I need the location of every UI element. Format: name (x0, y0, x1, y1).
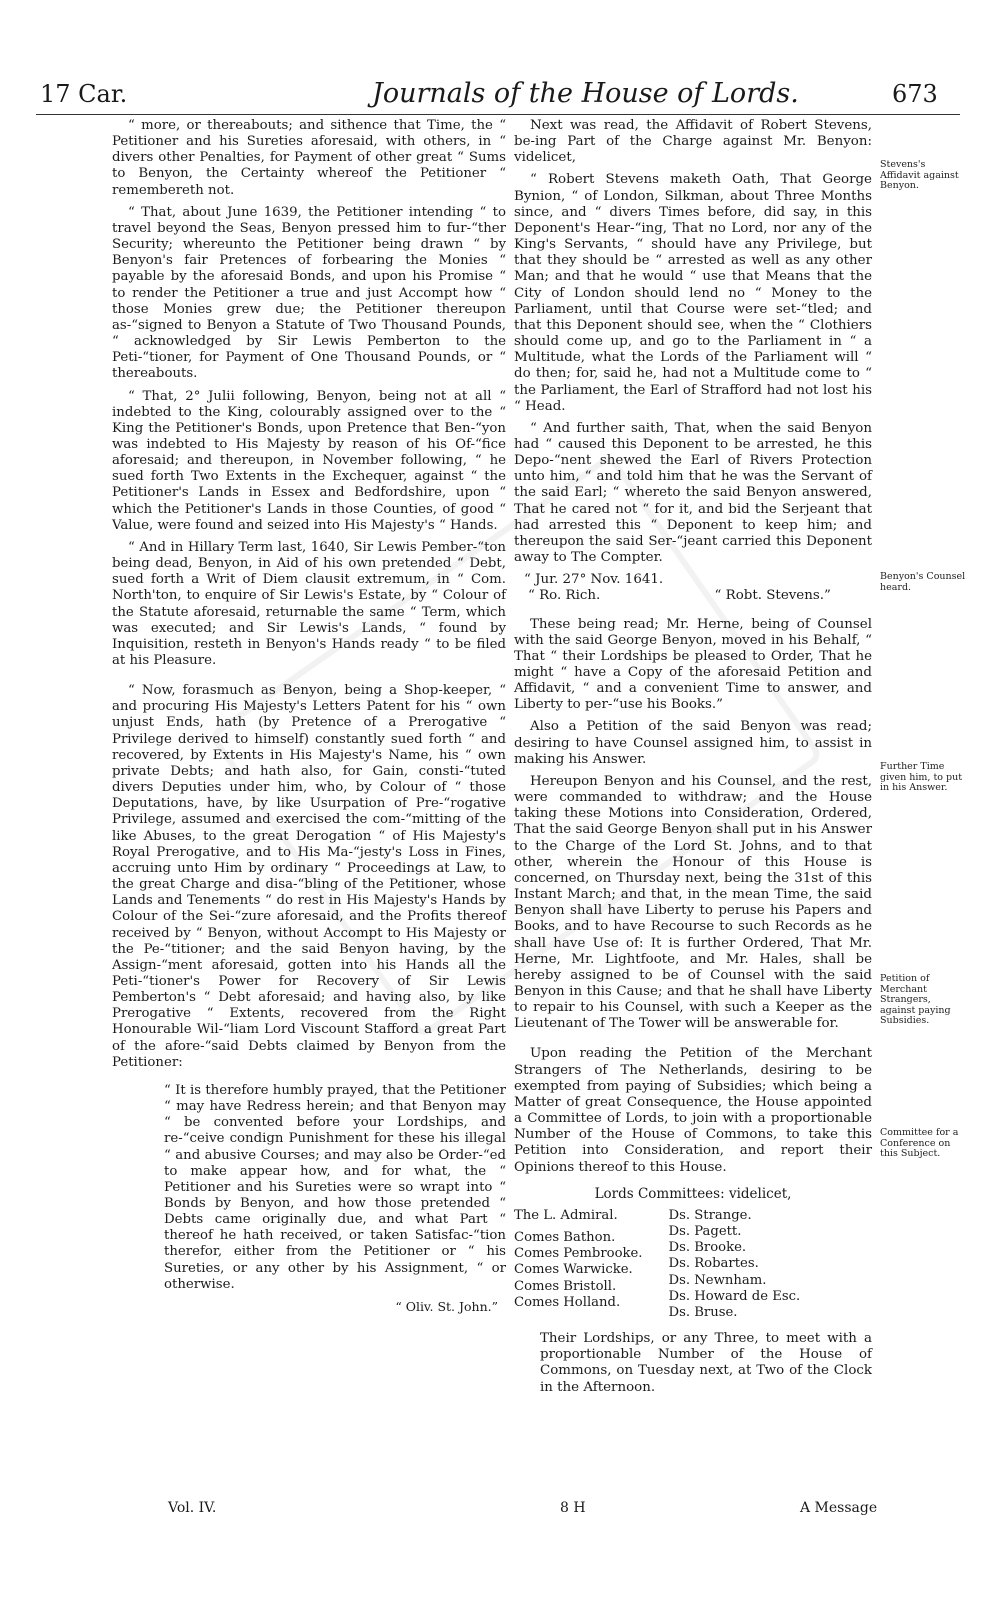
benyon-petition-paragraph: Also a Petition of the said Benyon was read; desiring to have Counsel assigned him, to assist in making his Answer. (514, 719, 872, 767)
committee-list (514, 1208, 872, 1321)
margin-note-counsel: Benyon's Counsel heard. (880, 571, 966, 593)
header-regnal-year: 17 Car. (40, 80, 128, 108)
affidavit-intro: Next was read, the Affidavit of Robert Stevens, be-ing Part of the Charge against Mr. Benyon: videlicet, (514, 118, 872, 166)
margin-note-affidavit: Stevens's Affidavit against Benyon. (880, 159, 959, 192)
affidavit-dating (514, 572, 872, 604)
committee-member: Ds. Howard de Esc. (668, 1288, 801, 1304)
affidavit-paragraph: “ And further saith, That, when the said Benyon had “ caused this Deponent to be arrested, he this Depo-“nent shewed the Earl of Rivers Protection unto him, “ and told him that he was the Servant of the said Earl; “ whereto the said Benyon answered, That he cared not “ for it, and bid the Serjeant that had arrested this “ Deponent to keep him; and thereupon the said Ser-“jeant carried this Deponent away to The Compter. (514, 420, 872, 566)
committee-member: Comes Warwicke. (514, 1262, 633, 1278)
left-column (112, 118, 506, 1321)
jurat-date: “ Jur. 27° Nov. 1641. (524, 572, 664, 588)
deponent-signature: “ Robt. Stevens.” (714, 588, 831, 604)
margin-note-petition: Petition of Merchant Strangers, against paying Subsidies. (880, 973, 951, 1027)
petition-paragraph: “ Now, forasmuch as Benyon, being a Shop-keeper, “ and procuring His Majesty's Letters Patent for his “ own unjust Ends, hath (by Pretence of a Prerogative “ Privilege derived to himself) constantly sued forth “ and recovered, by Extents in His Majesty's Name, his “ own private Debts; and hath also, for Gain, consti-“tuted divers Deputies under him, who, by Colour of “ those Deputations, have, by like Usurpation of Pre-“rogative Privilege, assumed and exercised the com-“mitting of the like Abuses, to the great Derogation “ of His Majesty's Royal Prerogative, and to His Ma-“jesty's Loss in Fines, accruing unto Him by ordinary “ Proceedings at Law, to the great Charge and disa-“bling of the Petitioner, whose Lands and Tenements “ do rest in His Majesty's Hands by Colour of the Sei-“zure aforesaid, and the Profits thereof received by “ Benyon, without Accompt to His Majesty or the Pe-“titioner; and the said Benyon having, by the Assign-“ment aforesaid, gotten into his Hands all the Peti-“tioner's Power for Recovery of Sir Lewis Pemberton's “ Debt aforesaid; and having also, by like Prerogative “ Extents, recovered from the Right Honourable Wil-“liam Lord Viscount Stafford a great Part of the afore-“said Debts claimed by Benyon from the Petitioner: (112, 683, 506, 1070)
committee-member: The L. Admiral. (514, 1207, 618, 1223)
counsel-paragraph: These being read; Mr. Herne, being of Counsel with the said George Benyon, moved in his Behalf, “ That “ their Lordships be pleased to Order, That he might “ have a Copy of the aforesaid Petition and Affidavit, “ and a convenient Time to answer, and Liberty to per-“use his Books.” (514, 616, 872, 713)
footer-signature-mark: 8 H (560, 1500, 586, 1516)
order-paragraph: Hereupon Benyon and his Counsel, and the rest, were commanded to withdraw; and the House taking these Motions into Consideration, Ordered, That the said George Benyon shall put in his Answer to the Charge of the Lord St. Johns, and to that other, wherein the Honour of this House is concerned, on Thursday next, being the 31st of this Instant March; and that, in the mean Time, the said Benyon shall have Liberty to peruse his Papers and Books, and to have Recourse to such Records as he shall have Use of: It is further Ordered, That Mr. Herne, Mr. Lightfoote, and Mr. Hales, shall be hereby assigned to be of Counsel with the said Benyon in this Cause; and that he shall have Liberty to repair to his Counsel, with such a Keeper as the Lieutenant of The Tower will be answerable for. (514, 773, 872, 1032)
committee-member: Comes Holland. (514, 1294, 621, 1310)
petition-paragraph: “ more, or thereabouts; and sithence that Time, the “ Petitioner and his Sureties aforesaid, with others, in “ divers other Penalties, for Payment of other great “ Sums to Benyon, the Certainty whereof the Petitioner “ remembereth not. (112, 118, 506, 198)
petition-paragraph: “ That, about June 1639, the Petitioner intending “ to travel beyond the Seas, Benyon pressed him to fur-“ther Security; whereunto the Petitioner being drawn “ by Benyon's fair Pretences of forbearing the Monies “ payable by the aforesaid Bonds, and upon his Promise “ to render the Petitioner a true and just Accompt how “ those Monies grew due; the Petitioner thereupon as-“signed to Benyon a Statute of Two Thousand Pounds, “ acknowledged by Sir Lewis Pemberton to the Peti-“tioner, for Payment of One Thousand Pounds, or “ thereabouts. (112, 204, 506, 382)
meeting-paragraph: Their Lordships, or any Three, to meet with a proportionable Number of the House of Commons, on Tuesday next, at Two of the Clock in the Afternoon. (540, 1331, 872, 1395)
margin-note-committee: Committee for a Conference on this Subject. (880, 1127, 959, 1160)
committee-member: Ds. Bruse. (668, 1304, 738, 1320)
header-rule (36, 114, 960, 115)
petition-signature: “ Oliv. St. John.” (395, 1298, 498, 1314)
committee-member: Comes Pembrooke. (514, 1246, 643, 1262)
committee-list-earls (514, 1208, 643, 1321)
affidavit-paragraph: “ Robert Stevens maketh Oath, That George Bynion, “ of London, Silkman, about Three Months since, and “ divers Times before, did say, in this Deponent's Hear-“ing, That no Lord, nor any of the King's Servants, “ should have any Privilege, but that they should be “ arrested as well as any other Man; and that he would “ use that Means that the City of London should lend no “ Money to the Parliament, until that Course were set-“tled; and that this Deponent should see, when the “ Clothiers should come up, and go to the Parliament in “ a Multitude, what the Lords of the Parliament will “ do then; for, said he, had not a Multitude come to “ the Parliament, the Earl of Strafford had not lost his “ Head. (514, 172, 872, 414)
committee-member: Comes Bristoll. (514, 1278, 617, 1294)
jurat-officer: “ Ro. Rich. (528, 588, 601, 604)
committee-heading: Lords Committees: videlicet, (594, 1185, 792, 1202)
merchant-strangers-paragraph: Upon reading the Petition of the Merchant Strangers of The Netherlands, desiring to be exempted from paying of Subsidies; which being a Matter of great Consequence, the House appointed a Committee of Lords, to join with a proportionable Number of the House of Commons, to take this Petition into Consideration, and report their Opinions thereof to this House. (514, 1046, 872, 1175)
header-title: Journals of the House of Lords. (372, 78, 799, 109)
committee-member: Comes Bathon. (514, 1229, 616, 1245)
committee-member: Ds. Brooke. (668, 1240, 747, 1256)
committee-member: Ds. Strange. (668, 1207, 752, 1223)
footer-catchword: A Message (800, 1500, 878, 1516)
committee-member: Ds. Pagett. (668, 1223, 742, 1239)
petition-paragraph: “ That, 2° Julii following, Benyon, being not at all “ indebted to the King, colourably assigned over to the “ King the Petitioner's Bonds, upon Pretence that Ben-“yon was indebted to His Majesty by reason of his Of-“fice aforesaid; and thereupon, in November following, “ he sued forth Two Extents in the Exchequer, against “ the Petitioner's Lands in Essex and Bedfordshire, upon “ which the Petitioner's Lands in those Counties, of good “ Value, were found and seized into His Majesty's “ Hands. (112, 388, 506, 533)
right-column (514, 118, 872, 1396)
committee-member: Ds. Robartes. (668, 1256, 759, 1272)
footer-volume: Vol. IV. (168, 1500, 217, 1516)
committee-list-barons (669, 1208, 801, 1321)
committee-member: Ds. Newnham. (668, 1272, 767, 1288)
header-page-number: 673 (892, 80, 938, 108)
petition-prayer: “ It is therefore humbly prayed, that the Petitioner “ may have Redress herein; and that Benyon may “ be convented before your Lordships, and re-“ceive condign Punishment for these his illegal “ and abusive Courses; and may also be Order-“ed to make appear how, and for what, the “ Petitioner and his Sureties were so wrapt into “ Bonds by Benyon, and how those pretended “ Debts came originally due, and what Part “ thereof he hath received, or taken Satisfac-“tion therefor, either from the Petitioner or “ his Sureties, or any other by his Assignment, “ or otherwise. (164, 1082, 506, 1292)
margin-note-further-time: Further Time given him, to put in his Answer. (880, 761, 963, 794)
petition-paragraph: “ And in Hillary Term last, 1640, Sir Lewis Pember-“ton being dead, Benyon, in Aid of his own pretended “ Debt, sued forth a Writ of Diem clausit extremum, in “ Com. North'ton, to enquire of Sir Lewis's Estate, by “ Colour of the Statute aforesaid, returnable the same “ Term, which was executed; and Sir Lewis's Lands, “ found by Inquisition, resteth in Benyon's Hands ready “ to be filed at his Pleasure. (112, 539, 506, 668)
